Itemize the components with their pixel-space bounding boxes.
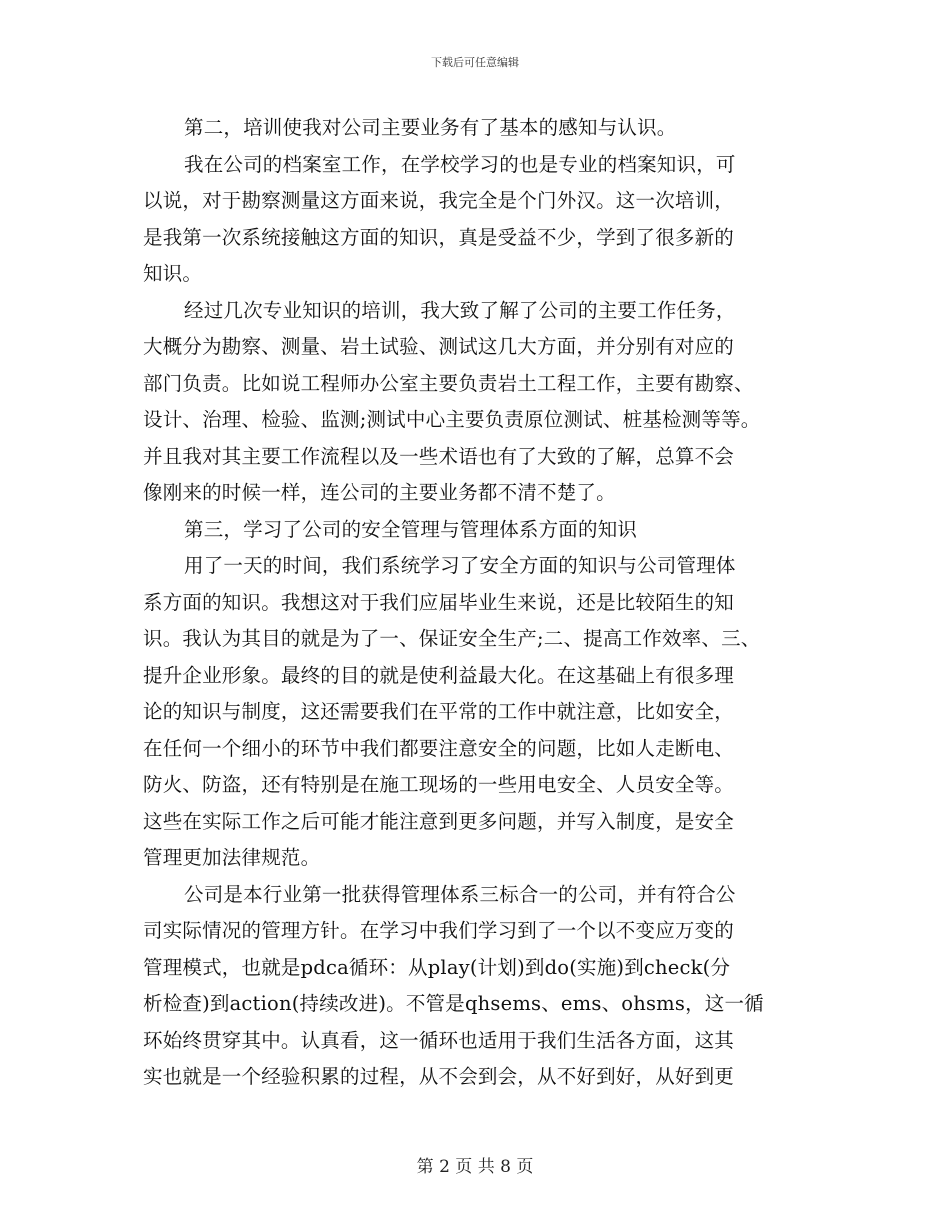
document-body [143,110,823,1096]
body-text-line: 系方面的知识。我想这对于我们应届毕业生来说，还是比较陌生的知 [143,590,735,614]
body-text-line: 环始终贯穿其中。认真看，这一循环也适用于我们生活各方面，这其 [143,1028,735,1052]
body-text-line: 第三，学习了公司的安全管理与管理体系方面的知识 [184,517,638,541]
body-text-line: 第二，培训使我对公司主要业务有了基本的感知与认识。 [184,116,677,139]
body-text-line: 提升企业形象。最终的目的就是使利益最大化。在这基础上有很多理 [143,663,735,687]
body-text-line: 司实际情况的管理方针。在学习中我们学习到了一个以不变应万变的 [143,919,735,942]
body-text-line: 并且我对其主要工作流程以及一些术语也有了大致的了解，总算不会 [143,444,735,468]
body-text-line: 这些在实际工作之后可能才能注意到更多问题，并写入制度，是安全 [143,809,735,833]
body-text-line: 大概分为勘察、测量、岩土试验、测试这几大方面，并分别有对应的 [143,335,735,358]
body-text-line: 知识。 [143,262,203,285]
body-text-line: 公司是本行业第一批获得管理体系三标合一的公司，并有符合公 [184,882,736,906]
body-text-line: 识。我认为其目的就是为了一、保证安全生产;二、提高工作效率、三、 [143,627,761,650]
page-header-note: 下载后可任意编辑 [431,56,519,69]
body-text-line: 用了一天的时间，我们系统学习了安全方面的知识与公司管理体 [184,554,736,577]
body-text-line: 管理更加法律规范。 [143,846,321,869]
body-text-line: 防火、防盗，还有特别是在施工现场的一些用电安全、人员安全等。 [143,773,735,796]
body-text-line: 析检查)到action(持续改进)。不管是qhsems、ems、ohsms，这一循 [143,992,764,1015]
body-text-line: 部门负责。比如说工程师办公室主要负责岩土工程工作，主要有勘察、 [143,371,754,395]
body-text-line: 实也就是一个经验积累的过程，从不会到会，从不好到好，从好到更 [143,1065,735,1088]
body-text-line: 经过几次专业知识的培训，我大致了解了公司的主要工作任务， [184,298,736,322]
body-text-line: 是我第一次系统接触这方面的知识，真是受益不少，学到了很多新的 [143,225,735,249]
body-text-line: 设计、治理、检验、监测;测试中心主要负责原位测试、桩基检测等等。 [143,408,761,431]
body-text-line: 管理模式，也就是pdca循环：从play(计划)到do(实施)到check(分 [143,955,731,979]
body-text-line: 论的知识与制度，这还需要我们在平常的工作中就注意，比如安全， [143,700,735,723]
page-number-footer: 第 2 页 共 8 页 [416,1157,534,1177]
body-text-line: 像刚来的时候一样，连公司的主要业务都不清不楚了。 [143,481,616,504]
body-text-line: 在任何一个细小的环节中我们都要注意安全的问题，比如人走断电、 [143,736,735,760]
body-text-line: 我在公司的档案室工作，在学校学习的也是专业的档案知识，可 [184,152,736,176]
body-text-line: 以说，对于勘察测量这方面来说，我完全是个门外汉。这一次培训， [143,189,735,212]
